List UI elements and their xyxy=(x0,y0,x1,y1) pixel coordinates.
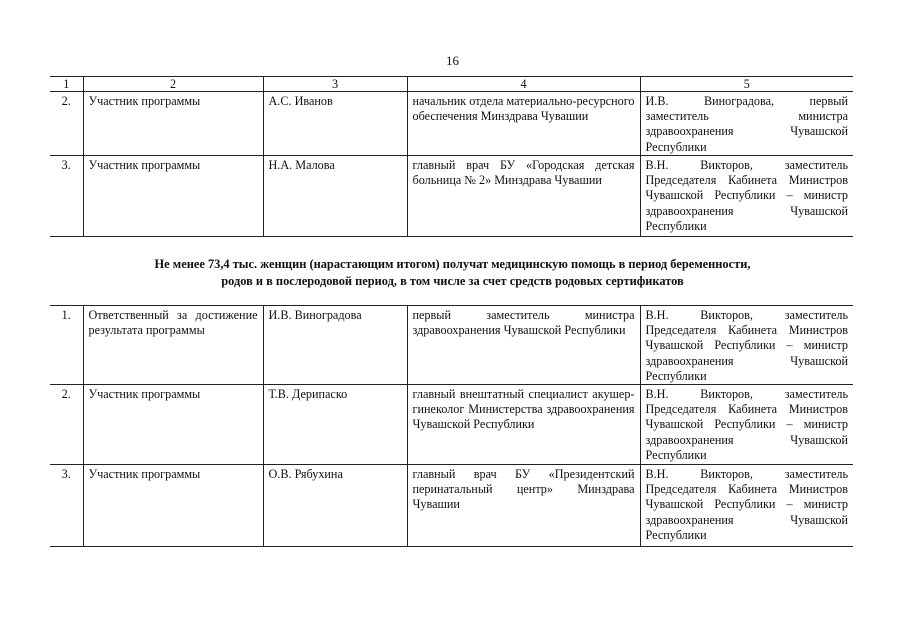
table-row xyxy=(50,156,853,237)
table-row xyxy=(50,92,853,156)
table-row xyxy=(50,385,853,465)
row-number: 1. xyxy=(50,306,83,385)
column-number: 4 xyxy=(407,77,640,92)
row-number: 3. xyxy=(50,465,83,547)
row-role: Участник программы xyxy=(83,92,263,156)
row-person: И.В. Виноградова xyxy=(263,306,407,385)
row-supervisor: В.Н. Викторов, заместитель Председателя Кабинета Министров Чувашской Республики – министр здравоохранения Чувашской Республики xyxy=(640,385,853,465)
column-number: 2 xyxy=(83,77,263,92)
row-person: О.В. Рябухина xyxy=(263,465,407,547)
row-number: 2. xyxy=(50,385,83,465)
table-row xyxy=(50,306,853,385)
responsibility-table-section-1 xyxy=(50,76,853,237)
responsibility-table-section-2 xyxy=(50,305,853,547)
row-role: Ответственный за достижение результата программы xyxy=(83,306,263,385)
column-number: 3 xyxy=(263,77,407,92)
row-person: Т.В. Дерипаско xyxy=(263,385,407,465)
row-supervisor: В.Н. Викторов, заместитель Председателя Кабинета Министров Чувашской Республики – министр здравоохранения Чувашской Республики xyxy=(640,156,853,237)
row-role: Участник программы xyxy=(83,156,263,237)
row-position: начальник отдела материально-ресурсного обеспечения Минздрава Чувашии xyxy=(407,92,640,156)
section-heading-line-2: родов и в послеродовой период, в том числе за счет средств родовых сертификатов xyxy=(221,274,684,288)
row-supervisor: В.Н. Викторов, заместитель Председателя Кабинета Министров Чувашской Республики – министр здравоохранения Чувашской Республики xyxy=(640,465,853,547)
row-person: А.С. Иванов xyxy=(263,92,407,156)
section-heading xyxy=(80,256,825,290)
row-role: Участник программы xyxy=(83,465,263,547)
row-supervisor: И.В. Виноградова, первый заместитель министра здравоохранения Чувашской Республики xyxy=(640,92,853,156)
column-number: 5 xyxy=(640,77,853,92)
page-number: 16 xyxy=(446,53,459,68)
row-number: 2. xyxy=(50,92,83,156)
row-position: главный врач БУ «Президентский перинатальный центр» Минздрава Чувашии xyxy=(407,465,640,547)
row-position: первый заместитель министра здравоохранения Чувашской Республики xyxy=(407,306,640,385)
row-number: 3. xyxy=(50,156,83,237)
table-column-numbers xyxy=(50,77,853,92)
column-number: 1 xyxy=(50,77,83,92)
row-supervisor: В.Н. Викторов, заместитель Председателя Кабинета Министров Чувашской Республики – министр здравоохранения Чувашской Республики xyxy=(640,306,853,385)
row-person: Н.А. Малова xyxy=(263,156,407,237)
section-heading-line-1: Не менее 73,4 тыс. женщин (нарастающим итогом) получат медицинскую помощь в период беременности, xyxy=(154,257,751,271)
table-row xyxy=(50,465,853,547)
row-position: главный внештатный специалист акушер-гинеколог Министерства здравоохранения Чувашской Республики xyxy=(407,385,640,465)
row-role: Участник программы xyxy=(83,385,263,465)
row-position: главный врач БУ «Городская детская больница № 2» Минздрава Чувашии xyxy=(407,156,640,237)
